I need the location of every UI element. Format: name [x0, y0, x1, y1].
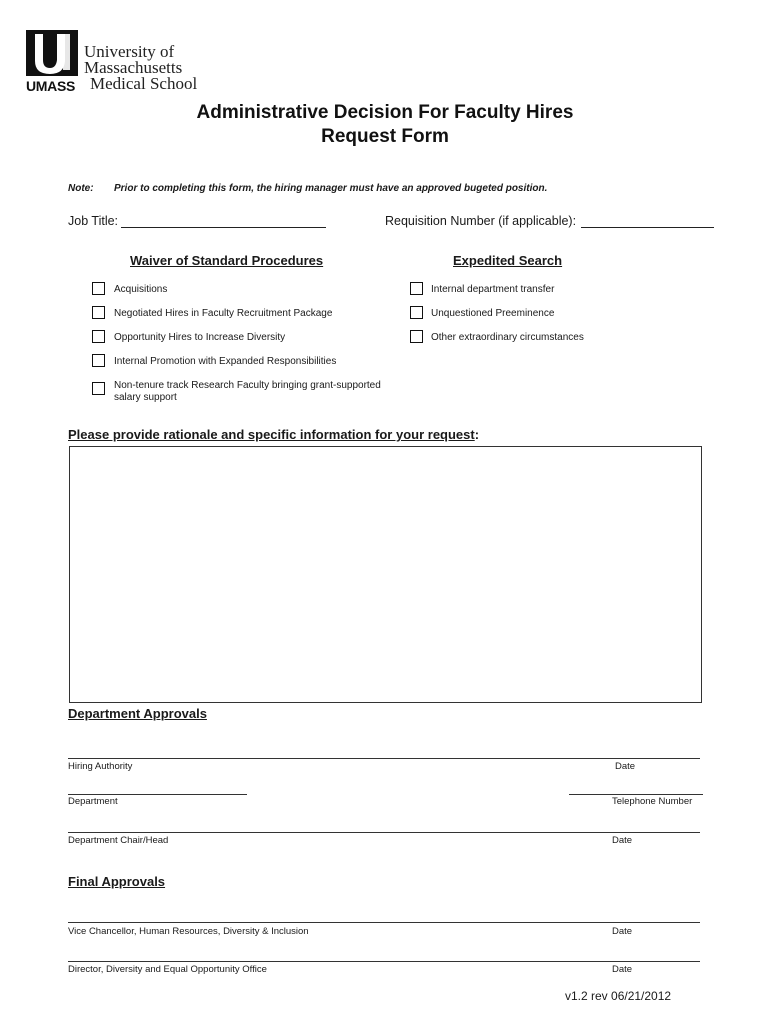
- director-date-label: Date: [612, 964, 633, 975]
- department-chair-date-label: Date: [612, 835, 633, 846]
- non-tenure-research-checkbox[interactable]: [92, 382, 105, 395]
- unquestioned-preeminence-label: Unquestioned Preeminence: [431, 308, 555, 319]
- internal-transfer-checkbox[interactable]: [410, 282, 423, 295]
- department-chair-label: Department Chair/Head: [68, 835, 169, 846]
- internal-promotion-checkbox[interactable]: [92, 354, 105, 367]
- vice-chancellor-signature-line[interactable]: [68, 922, 700, 923]
- telephone-signature-line[interactable]: [569, 794, 703, 795]
- logo-university-text: University of: [84, 42, 175, 61]
- department-label: Department: [68, 796, 118, 807]
- vice-chancellor-label: Vice Chancellor, Human Resources, Diversity & Inclusion: [68, 926, 309, 937]
- department-chair-signature-line[interactable]: [68, 832, 700, 833]
- job-title-field[interactable]: [121, 227, 326, 228]
- expedited-search-heading: Expedited Search: [453, 253, 563, 268]
- note-text: Prior to completing this form, the hiring manager must have an approved bugeted position.: [114, 183, 548, 194]
- final-approvals-heading: Final Approvals: [68, 874, 166, 889]
- unquestioned-preeminence-checkbox[interactable]: [410, 306, 423, 319]
- requisition-number-field[interactable]: [581, 227, 714, 228]
- hiring-authority-date-label: Date: [615, 761, 636, 772]
- vice-chancellor-date-label: Date: [612, 926, 633, 937]
- opportunity-hires-checkbox[interactable]: [92, 330, 105, 343]
- logo-umass-text: UMASS: [26, 78, 76, 94]
- non-tenure-research-label-cont: salary support: [114, 392, 177, 403]
- rationale-colon: :: [474, 427, 480, 442]
- director-label: Director, Diversity and Equal Opportunity Office: [68, 964, 267, 975]
- opportunity-hires-label: Opportunity Hires to Increase Diversity: [114, 332, 286, 343]
- version-label: v1.2 rev 06/21/2012: [565, 989, 672, 1003]
- logo-massachusetts-text: Massachusetts: [84, 58, 183, 77]
- job-title-label: Job Title:: [68, 214, 119, 228]
- non-tenure-research-label: Non-tenure track Research Faculty bringing grant-supported: [114, 380, 381, 391]
- requisition-number-label: Requisition Number (if applicable):: [385, 214, 577, 228]
- waiver-heading: Waiver of Standard Procedures: [130, 253, 324, 268]
- rationale-heading-wrap: [68, 427, 479, 443]
- internal-transfer-label: Internal department transfer: [431, 284, 555, 295]
- hiring-authority-label: Hiring Authority: [68, 761, 133, 772]
- form-title-line1: Administrative Decision For Faculty Hires: [196, 102, 574, 123]
- acquisitions-checkbox[interactable]: [92, 282, 105, 295]
- rationale-text-area[interactable]: [69, 446, 702, 703]
- logo-medical-school-text: Medical School: [90, 74, 198, 93]
- rationale-heading: Please provide rationale and specific information for your request: [68, 427, 475, 442]
- extraordinary-circumstances-label: Other extraordinary circumstances: [431, 332, 584, 343]
- hiring-authority-signature-line[interactable]: [68, 758, 700, 759]
- director-signature-line[interactable]: [68, 961, 700, 962]
- department-approvals-heading: Department Approvals: [68, 706, 207, 721]
- negotiated-hires-checkbox[interactable]: [92, 306, 105, 319]
- form-title-line2: Request Form: [321, 126, 449, 147]
- extraordinary-circumstances-checkbox[interactable]: [410, 330, 423, 343]
- note-label: Note:: [68, 183, 94, 194]
- department-signature-line[interactable]: [68, 794, 247, 795]
- negotiated-hires-label: Negotiated Hires in Faculty Recruitment Package: [114, 308, 333, 319]
- telephone-number-label: Telephone Number: [612, 796, 693, 807]
- acquisitions-label: Acquisitions: [114, 284, 168, 295]
- umass-logo-icon: [26, 30, 78, 76]
- internal-promotion-label: Internal Promotion with Expanded Responsibilities: [114, 356, 337, 367]
